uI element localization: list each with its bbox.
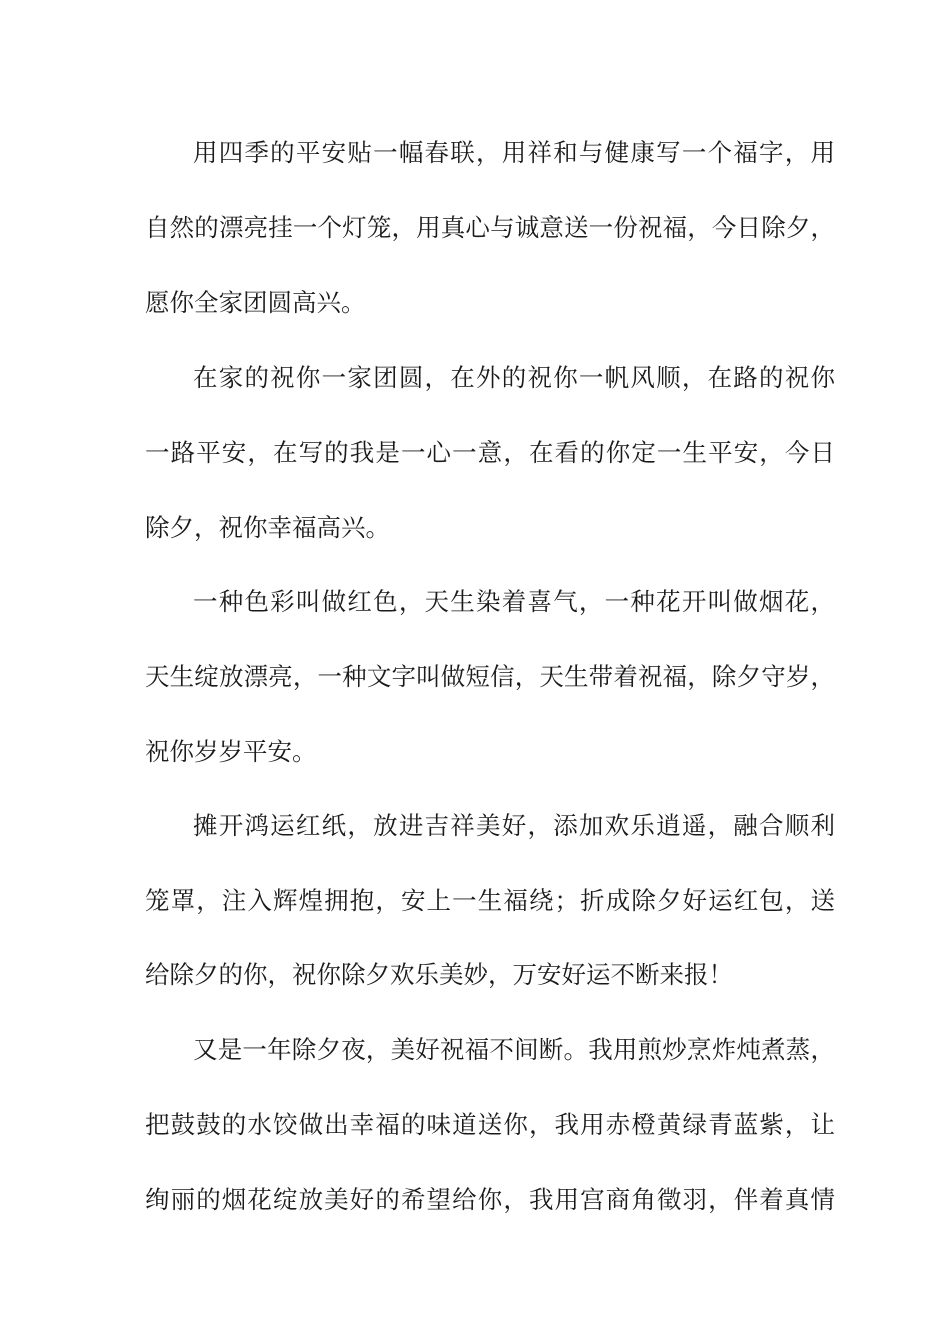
text-line: 自然的漂亮挂一个灯笼，用真心与诚意送一份祝福，今日除夕， (145, 213, 835, 242)
text-line: 又是一年除夕夜，美好祝福不间断。我用煎炒烹炸炖煮蒸， (193, 1035, 835, 1064)
text-line: 用四季的平安贴一幅春联，用祥和与健康写一个福字，用 (193, 138, 835, 167)
text-line: 把鼓鼓的水饺做出幸福的味道送你，我用赤橙黄绿青蓝紫，让 (145, 1110, 835, 1139)
text-line: 天生绽放漂亮，一种文字叫做短信，天生带着祝福，除夕守岁， (145, 662, 835, 691)
text-line: 在家的祝你一家团圆，在外的祝你一帆风顺，在路的祝你 (193, 363, 835, 392)
text-line: 一种色彩叫做红色，天生染着喜气，一种花开叫做烟花， (193, 587, 835, 616)
text-line: 摊开鸿运红纸，放进吉祥美好，添加欢乐逍遥，融合顺利 (193, 811, 835, 840)
text-line: 一路平安，在写的我是一心一意，在看的你定一生平安，今日 (145, 438, 835, 467)
text-line: 除夕，祝你幸福高兴。 (145, 513, 390, 542)
text-line: 绚丽的烟花绽放美好的希望给你，我用宫商角徵羽，伴着真情 (145, 1185, 835, 1214)
text-line: 笼罩，注入辉煌拥抱，安上一生福绕；折成除夕好运红包，送 (145, 886, 835, 915)
text-line: 祝你岁岁平安。 (145, 737, 317, 766)
text-line: 愿你全家团圆高兴。 (145, 288, 366, 317)
text-line: 给除夕的你，祝你除夕欢乐美妙，万安好运不断来报！ (145, 960, 733, 989)
